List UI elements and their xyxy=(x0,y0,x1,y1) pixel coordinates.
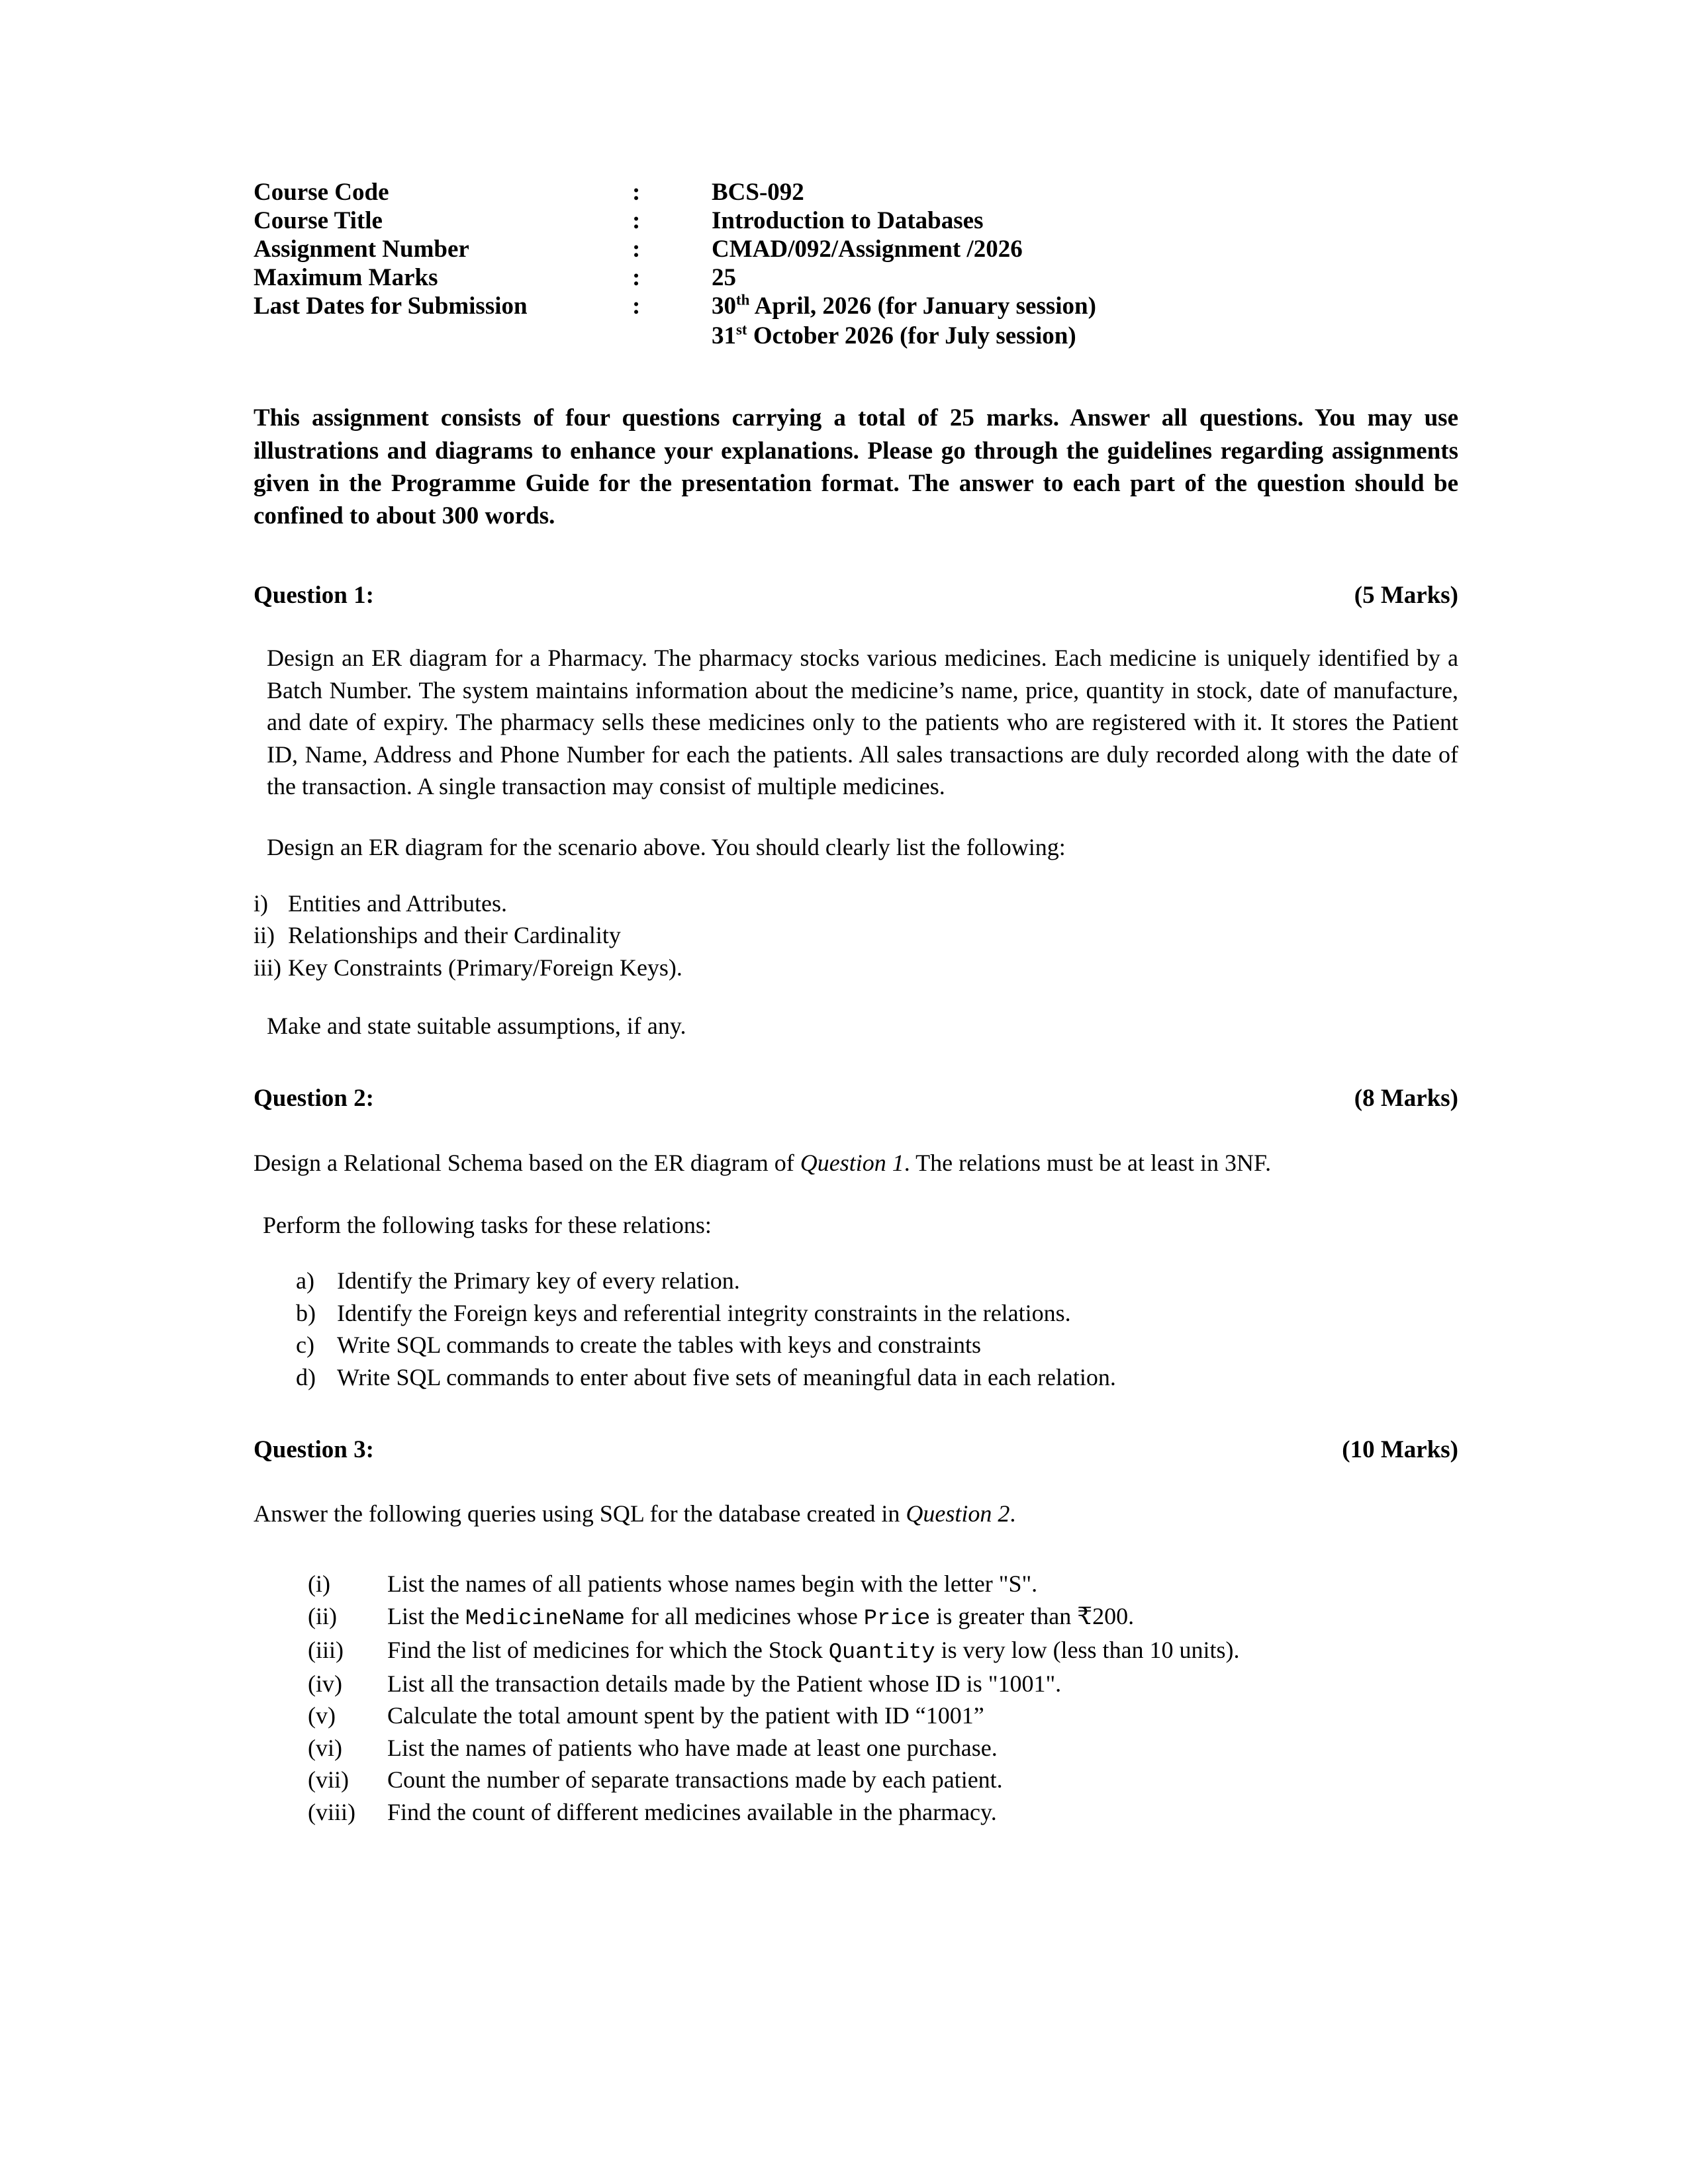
list-item-label xyxy=(387,1796,1261,1828)
list-item-marker: b) xyxy=(296,1299,316,1326)
submission-date-july xyxy=(712,321,1096,351)
list-item xyxy=(254,919,1458,951)
sql-identifier: Quantity xyxy=(828,1639,935,1665)
question-3-statement-part1: Answer the following queries using SQL for the database created in xyxy=(254,1500,906,1527)
list-item xyxy=(254,952,1458,983)
list-item-label xyxy=(387,1764,1261,1796)
question-1-heading xyxy=(254,580,1458,612)
list-item-label xyxy=(387,1600,1261,1634)
list-item-marker: (viii) xyxy=(308,1798,355,1825)
list-item-marker: (vii) xyxy=(308,1766,349,1794)
list-item-label: Write SQL commands to create the tables with keys and constraints xyxy=(337,1332,981,1359)
question-2-marks: (8 Marks) xyxy=(1354,1085,1458,1113)
list-item xyxy=(296,1329,1458,1361)
list-item-label: Identify the Primary key of every relation. xyxy=(337,1267,740,1295)
list-item xyxy=(308,1668,1458,1700)
submission-rest-july: October 2026 (for July session) xyxy=(747,322,1076,349)
question-3-queries-list xyxy=(308,1568,1458,1828)
list-item-text: List the xyxy=(387,1602,465,1629)
list-item xyxy=(308,1568,1458,1600)
submission-rest-january: April, 2026 (for January session) xyxy=(749,292,1096,320)
question-1-closing-note: Make and state suitable assumptions, if any. xyxy=(267,1013,686,1039)
question-1-list-intro: Design an ER diagram for the scenario above. You should clearly list the following: xyxy=(267,834,1066,861)
list-item-marker: ii) xyxy=(254,922,275,949)
list-item xyxy=(296,1265,1458,1297)
meta-value-course-code: BCS-092 xyxy=(712,179,804,206)
meta-label-course-code: Course Code xyxy=(254,179,389,206)
sql-identifier: MedicineName xyxy=(465,1606,625,1631)
list-item-label: Write SQL commands to enter about five sets of meaningful data in each relation. xyxy=(337,1363,1116,1390)
list-item-marker: (ii) xyxy=(308,1602,337,1629)
list-item-marker: i) xyxy=(254,889,268,917)
meta-label-last-dates: Last Dates for Submission xyxy=(254,292,528,320)
question-3-marks: (10 Marks) xyxy=(1342,1435,1458,1463)
list-item-marker: (vi) xyxy=(308,1734,342,1761)
list-item-text: Find the count of different medicines available in the pharmacy. xyxy=(387,1798,997,1825)
list-item-marker: (iii) xyxy=(308,1636,344,1663)
submission-day-july: 31 xyxy=(712,322,736,349)
list-item-text: List all the transaction details made by the Patient whose ID is "1001". xyxy=(387,1670,1062,1697)
question-2-statement xyxy=(254,1147,1458,1179)
submission-date-january xyxy=(712,293,1096,321)
list-item-marker: a) xyxy=(296,1267,314,1295)
list-item-label: Relationships and their Cardinality xyxy=(288,922,621,949)
meta-value-last-dates xyxy=(712,293,1096,351)
question-2-tasks-list xyxy=(296,1265,1458,1393)
list-item xyxy=(308,1634,1458,1668)
meta-colon-assignment-number: : xyxy=(632,235,641,263)
list-item xyxy=(254,887,1458,919)
list-item-label: Entities and Attributes. xyxy=(288,889,507,917)
list-item-marker: (i) xyxy=(308,1570,330,1598)
question-2-statement-reference: Question 1 xyxy=(800,1149,904,1176)
page-content xyxy=(254,179,1458,1828)
list-item-text: List the names of all patients whose names begin with the letter "S". xyxy=(387,1570,1038,1598)
list-item xyxy=(308,1700,1458,1731)
submission-ordinal-january: th xyxy=(736,291,750,308)
list-item-text: Find the list of medicines for which the Stock xyxy=(387,1636,829,1663)
question-1-requirements-list xyxy=(254,887,1458,983)
meta-value-maximum-marks: 25 xyxy=(712,263,736,291)
meta-row-assignment-number xyxy=(254,236,1096,264)
question-2-statement-part1: Design a Relational Schema based on the ER diagram of xyxy=(254,1149,800,1176)
question-3-statement-reference: Question 2 xyxy=(906,1500,1010,1527)
question-3-statement xyxy=(254,1498,1458,1529)
meta-label-course-title: Course Title xyxy=(254,206,383,234)
question-2-title: Question 2: xyxy=(254,1085,374,1113)
meta-label-assignment-number: Assignment Number xyxy=(254,235,469,263)
list-item xyxy=(296,1361,1458,1393)
list-item-text: is very low (less than 10 units). xyxy=(935,1636,1240,1663)
list-item-label: Key Constraints (Primary/Foreign Keys). xyxy=(288,954,682,981)
list-item xyxy=(296,1297,1458,1329)
meta-row-maximum-marks xyxy=(254,264,1096,293)
list-item-label xyxy=(387,1668,1261,1700)
list-item-label: Identify the Foreign keys and referential integrity constraints in the relations. xyxy=(337,1299,1071,1326)
question-2-list-intro: Perform the following tasks for these relations: xyxy=(263,1211,712,1238)
sql-identifier: Price xyxy=(863,1606,931,1631)
list-item-label xyxy=(387,1568,1261,1600)
assignment-instructions: This assignment consists of four questions carrying a total of 25 marks. Answer all questions. You may use illustrations and diagrams to enhance your explanations. Please go through the guidelines regarding assignments given in the Programme Guide for the presentation format. The answer to each part of the question should be confined to about 300 words. xyxy=(254,404,1458,530)
list-item xyxy=(308,1600,1458,1634)
meta-row-course-title xyxy=(254,207,1096,236)
meta-colon-last-dates: : xyxy=(632,292,641,320)
question-2-statement-part2: . The relations must be at least in 3NF. xyxy=(904,1149,1272,1176)
submission-day-january: 30 xyxy=(712,292,736,320)
meta-value-assignment-number: CMAD/092/Assignment /2026 xyxy=(712,235,1023,263)
question-2-heading xyxy=(254,1083,1458,1115)
meta-row-course-code xyxy=(254,179,1096,207)
list-item-label xyxy=(387,1732,1261,1764)
list-item-marker: c) xyxy=(296,1332,314,1359)
list-item-label xyxy=(387,1634,1261,1668)
list-item xyxy=(308,1796,1458,1828)
list-item-label xyxy=(387,1700,1261,1731)
list-item xyxy=(308,1764,1458,1796)
list-item-text: List the names of patients who have made at least one purchase. xyxy=(387,1734,998,1761)
list-item-text: is greater than ₹200. xyxy=(930,1602,1135,1629)
list-item-text: Count the number of separate transactions made by each patient. xyxy=(387,1766,1003,1794)
list-item-marker: d) xyxy=(296,1363,316,1390)
submission-ordinal-july: st xyxy=(736,321,747,338)
question-3-title: Question 3: xyxy=(254,1435,374,1463)
meta-colon-maximum-marks: : xyxy=(632,263,641,291)
meta-label-maximum-marks: Maximum Marks xyxy=(254,263,438,291)
list-item-marker: (v) xyxy=(308,1702,336,1729)
question-1-scenario: Design an ER diagram for a Pharmacy. The pharmacy stocks various medicines. Each medicine is uniquely identified by a Batch Number. The system maintains information about the medicine’s name, price, quantity in stock, date of manufacture, and date of expiry. The pharmacy sells these medicines only to the patients who are registered with it. It stores the Patient ID, Name, Address and Phone Number for each the patients. All sales transactions are duly recorded along with the date of the transaction. A single transaction may consist of multiple medicines. xyxy=(267,645,1458,799)
meta-colon-course-code: : xyxy=(632,179,641,206)
list-item-text: for all medicines whose xyxy=(625,1602,864,1629)
list-item-marker: (iv) xyxy=(308,1670,342,1697)
question-3-heading xyxy=(254,1434,1458,1466)
meta-value-course-title: Introduction to Databases xyxy=(712,206,984,234)
list-item-text: Calculate the total amount spent by the patient with ID “1001” xyxy=(387,1702,984,1729)
list-item xyxy=(308,1732,1458,1764)
meta-colon-course-title: : xyxy=(632,206,641,234)
meta-row-last-dates xyxy=(254,293,1096,351)
question-3-statement-part2: . xyxy=(1009,1500,1016,1527)
question-1-marks: (5 Marks) xyxy=(1354,582,1458,610)
question-1-title: Question 1: xyxy=(254,582,374,610)
assignment-meta-table xyxy=(254,179,1096,350)
list-item-marker: iii) xyxy=(254,954,281,981)
